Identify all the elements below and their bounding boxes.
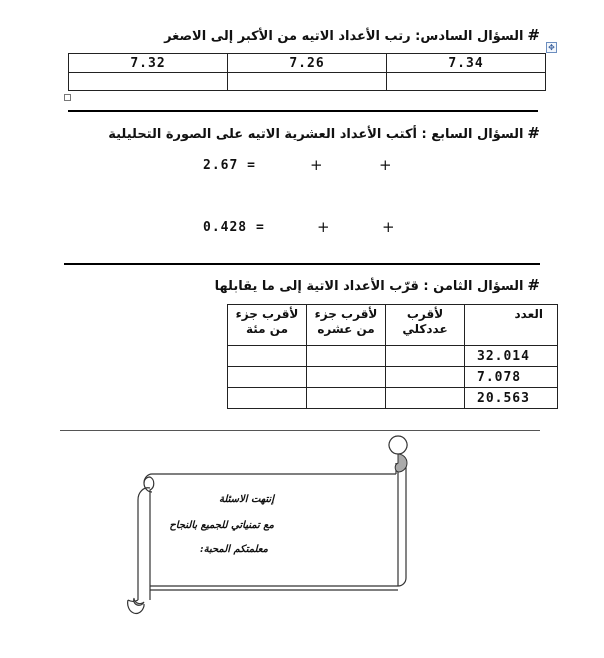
q8-hash: # [527, 276, 540, 294]
q8-title: #السؤال الثامن : قرّب الأعداد الاتية إلى ما يقابلها [214, 276, 540, 294]
divider [68, 110, 538, 112]
q6-answer-cell[interactable] [69, 73, 228, 91]
q6-number-cell: 7.34 [387, 54, 546, 73]
q8-number-cell: 20.563 [465, 388, 558, 409]
q8-table [227, 304, 558, 409]
q8-header: لأقرب عددكلي [386, 305, 465, 346]
q6-number-cell: 7.26 [228, 54, 387, 73]
plus-sign: + [379, 156, 392, 174]
q8-answer-cell[interactable] [386, 346, 465, 367]
q8-answer-cell[interactable] [307, 346, 386, 367]
q8-answer-cell[interactable] [228, 388, 307, 409]
plus-sign: + [382, 218, 395, 236]
q6-answer-cell[interactable] [228, 73, 387, 91]
plus-sign: + [317, 218, 330, 236]
q8-answer-cell[interactable] [228, 346, 307, 367]
scroll-line-2: مع تمنياتي للجميع بالنجاح [169, 520, 274, 531]
plus-sign: + [310, 156, 323, 174]
q7-expression: 0.428 = [203, 220, 265, 235]
q8-header: لأقرب جزء من عشره [307, 305, 386, 346]
q6-answer-cell[interactable] [387, 73, 546, 91]
q7-hash: # [527, 124, 540, 142]
q8-number-cell: 32.014 [465, 346, 558, 367]
q8-answer-cell[interactable] [386, 367, 465, 388]
resize-handle-icon[interactable] [64, 94, 71, 101]
q8-answer-cell[interactable] [386, 388, 465, 409]
q8-number-cell: 7.078 [465, 367, 558, 388]
q6-hash: # [527, 26, 540, 44]
q8-header: العدد [465, 305, 558, 346]
scroll-line-3: معلمتكم المحبة: [199, 544, 268, 555]
q6-number-cell: 7.32 [69, 54, 228, 73]
divider [64, 263, 540, 265]
q8-answer-cell[interactable] [307, 367, 386, 388]
q8-header: لأقرب جزء من مئة [228, 305, 307, 346]
q7-expression: 2.67 = [203, 158, 256, 173]
q6-table [68, 53, 546, 91]
divider [60, 430, 540, 431]
move-handle-icon[interactable]: ✥ [546, 42, 557, 53]
q7-title: #السؤال السابع : أكتب الأعداد العشرية الاتيه على الصورة التحليلية [108, 124, 540, 142]
q6-title: #السؤال السادس: رتب الأعداد الاتيه من الأكبر إلى الاصغر [164, 26, 540, 44]
q8-answer-cell[interactable] [307, 388, 386, 409]
scroll-line-1: إنتهت الاسئلة [218, 494, 274, 505]
q8-answer-cell[interactable] [228, 367, 307, 388]
